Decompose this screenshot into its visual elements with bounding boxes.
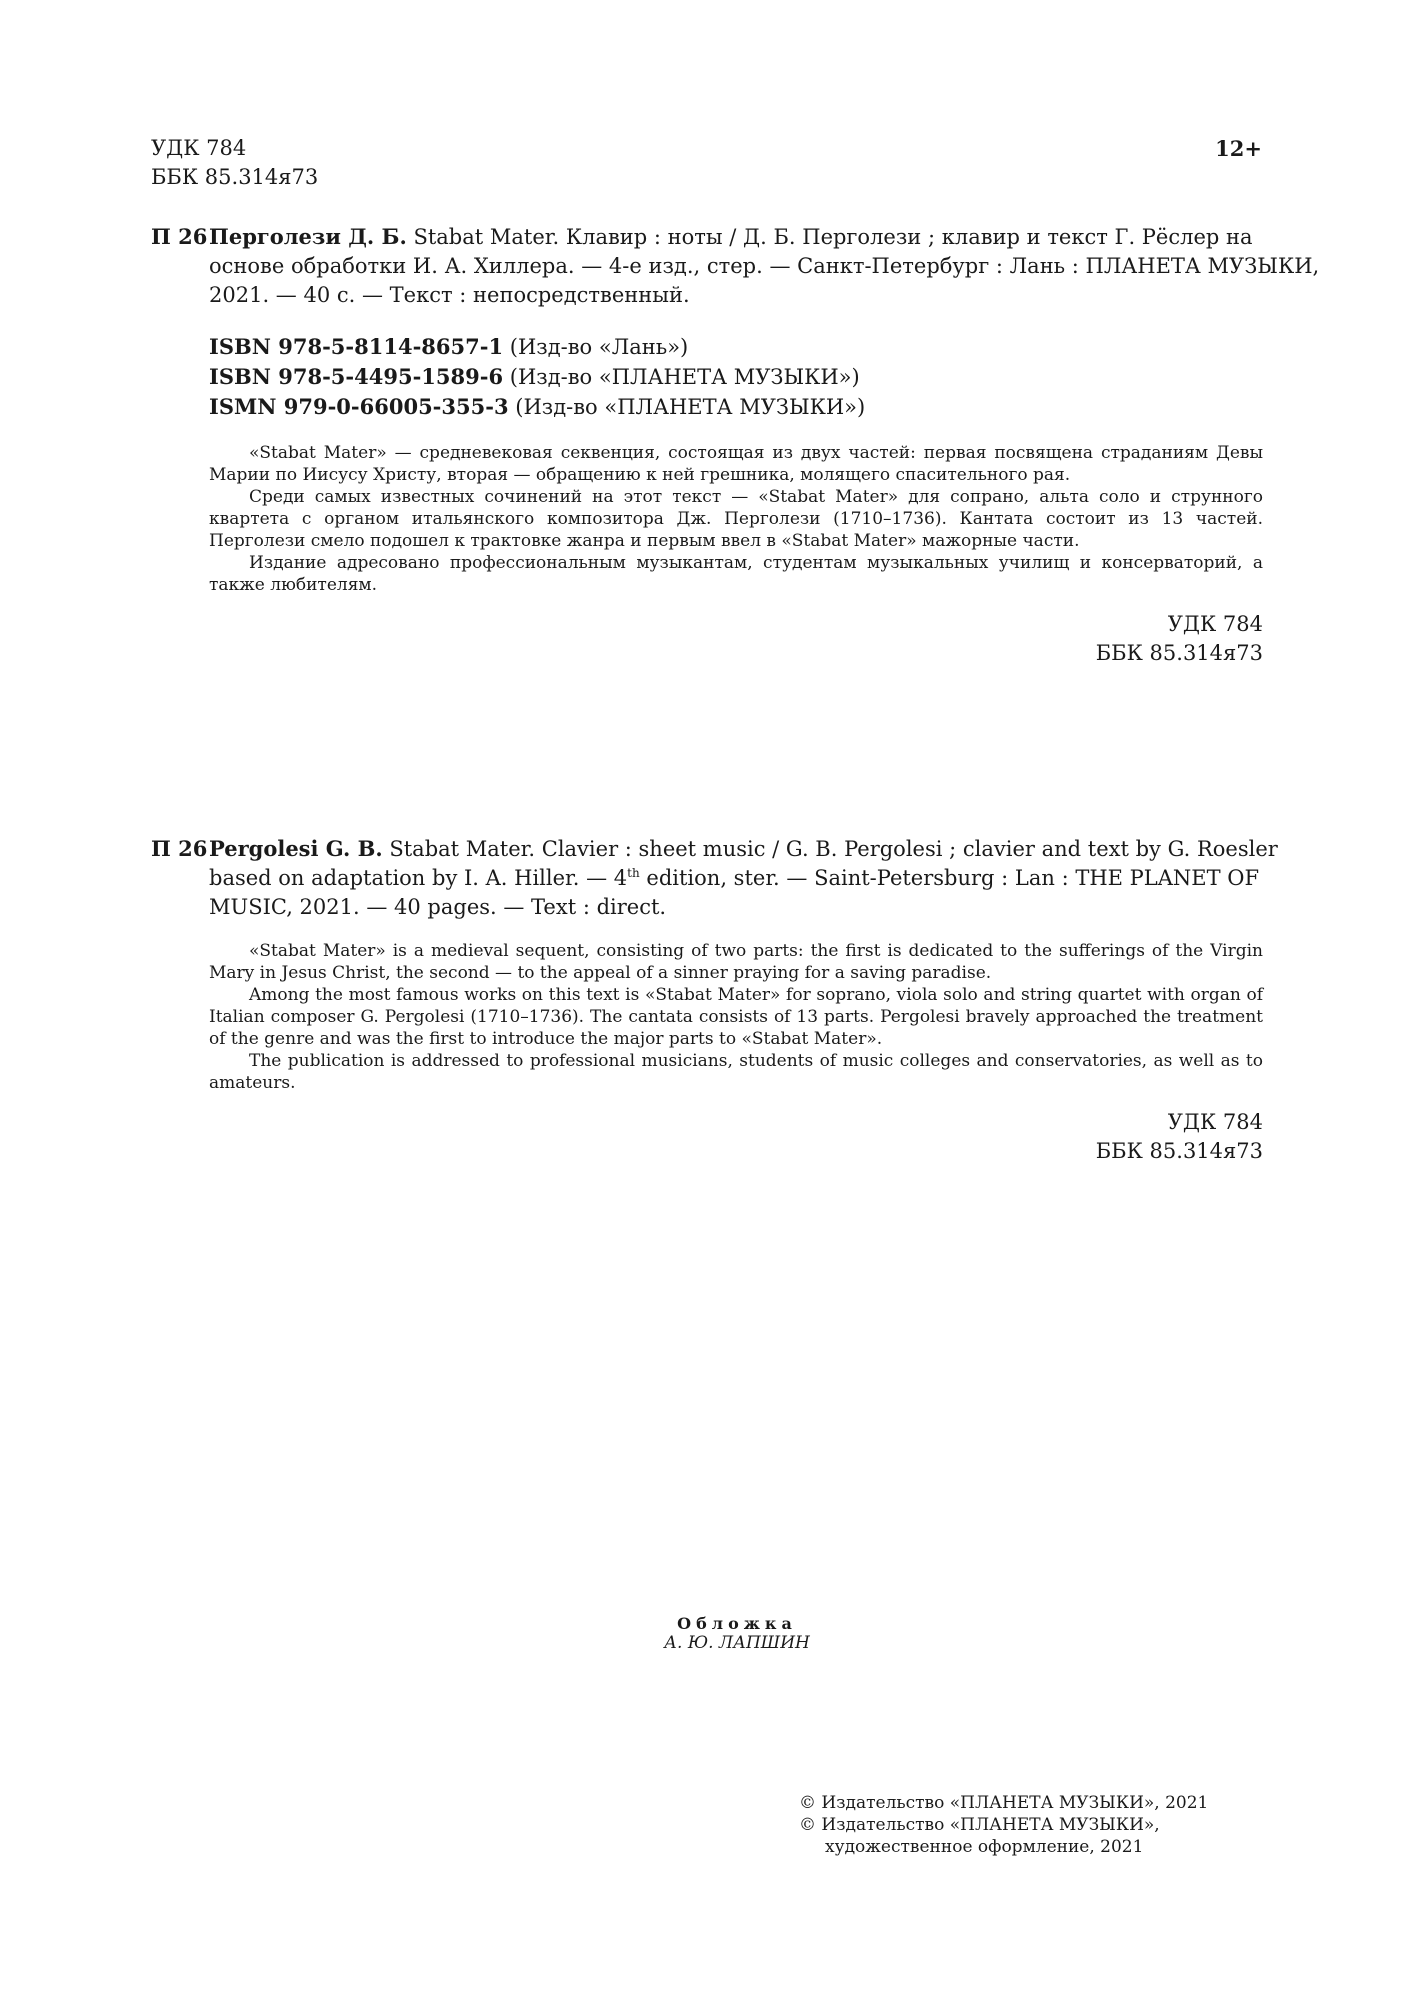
- header-udk: УДК 784: [151, 136, 247, 160]
- en-codes: [963, 1108, 1263, 1166]
- ru-abstract-paragraph: Среди самых известных сочинений на этот текст — «Stabat Mater» для сопрано, альта соло и струнного квартета с органом итальянского композитора Дж. Перголези (1710–1736). Кантата состоит из 13 частей. Перголези смело подошел к трактовке жанра и первым ввел в «Stabat Mater» мажорные части.: [209, 487, 1263, 551]
- ru-title-line3: 2021. — 40 с. — Текст : непосредственный.: [209, 283, 690, 307]
- en-author: Pergolesi G. B.: [209, 836, 383, 861]
- en-abstract-paragraph: «Stabat Mater» is a medieval sequent, consisting of two parts: the first is dedicated to the sufferings of the Virgin Mary in Jesus Christ, the second — to the appeal of a sinner praying for a saving paradise.: [209, 941, 1263, 983]
- ru-bbk: ББК 85.314я73: [1095, 641, 1263, 665]
- copyright-line: художественное оформление, 2021: [825, 1837, 1144, 1857]
- cover-credit-label: Обложка: [677, 1614, 797, 1633]
- en-title-line2: based on adaptation by I. A. Hiller. — 4th edition, ster. — Saint-Petersburg : Lan : THE PLANET OF: [209, 866, 1260, 890]
- en-title-line1: Stabat Mater. Clavier : sheet music / G. B. Pergolesi ; clavier and text by G. Roesler: [389, 837, 1278, 861]
- copyright-block: [799, 1792, 1259, 1858]
- header-bbk: ББК 85.314я73: [151, 165, 319, 189]
- cover-credit-name: А. Ю. ЛАПШИН: [664, 1633, 810, 1653]
- en-title-line3: MUSIC, 2021. — 40 pages. — Text : direct.: [209, 895, 667, 919]
- ru-abstract-paragraph: Издание адресовано профессиональным музыкантам, студентам музыкальных училищ и консерваторий, а также любителям.: [209, 553, 1263, 595]
- ru-record-code: П 26: [151, 224, 208, 249]
- ru-codes: [963, 610, 1263, 668]
- ru-abstract: [209, 442, 1263, 596]
- copyright-line: © Издательство «ПЛАНЕТА МУЗЫКИ»,: [799, 1815, 1160, 1835]
- en-record-code: П 26: [151, 836, 208, 861]
- en-abstract: [209, 940, 1263, 1094]
- copyright-line: © Издательство «ПЛАНЕТА МУЗЫКИ», 2021: [799, 1793, 1209, 1813]
- en-record-description: [209, 834, 1278, 922]
- ru-title-line1: Stabat Mater. Клавир : ноты / Д. Б. Перголези ; клавир и текст Г. Рёслер на: [413, 225, 1253, 249]
- isbn-item: ISBN 978-5-4495-1589-6 (Изд-во «ПЛАНЕТА МУЗЫКИ»): [209, 364, 860, 389]
- ru-title-line2: основе обработки И. А. Хиллера. — 4-е изд., стер. — Санкт-Петербург : Лань : ПЛАНЕТА МУЗЫКИ,: [209, 254, 1320, 278]
- isbn-item: ISBN 978-5-8114-8657-1 (Изд-во «Лань»): [209, 334, 689, 359]
- isbn-list: [209, 332, 1209, 422]
- ru-udk: УДК 784: [1167, 612, 1263, 636]
- en-udk: УДК 784: [1167, 1110, 1263, 1134]
- en-abstract-paragraph: Among the most famous works on this text is «Stabat Mater» for soprano, viola solo and string quartet with organ of Italian composer G. Pergolesi (1710–1736). The cantata consists of 13 parts. Pergolesi bravely approached the treatment of the genre and was the first to introduce the major parts to «Stabat Mater».: [209, 985, 1263, 1049]
- en-abstract-paragraph: The publication is addressed to professional musicians, students of music colleges and conservatories, as well as to amateurs.: [209, 1051, 1263, 1093]
- ru-author: Перголези Д. Б.: [209, 224, 407, 249]
- en-bbk: ББК 85.314я73: [1095, 1139, 1263, 1163]
- ru-abstract-paragraph: «Stabat Mater» — средневековая секвенция, состоящая из двух частей: первая посвящена страданиям Девы Марии по Иисусу Христу, вторая — обращению к ней грешника, молящего спасительного рая.: [209, 443, 1263, 485]
- header-codes: [151, 134, 451, 192]
- cover-credit: [537, 1614, 937, 1653]
- ismn-item: ISMN 979-0-66005-355-3 (Изд-во «ПЛАНЕТА МУЗЫКИ»): [209, 394, 866, 419]
- age-rating: 12+: [1215, 136, 1262, 161]
- ru-record-description: [209, 222, 1320, 310]
